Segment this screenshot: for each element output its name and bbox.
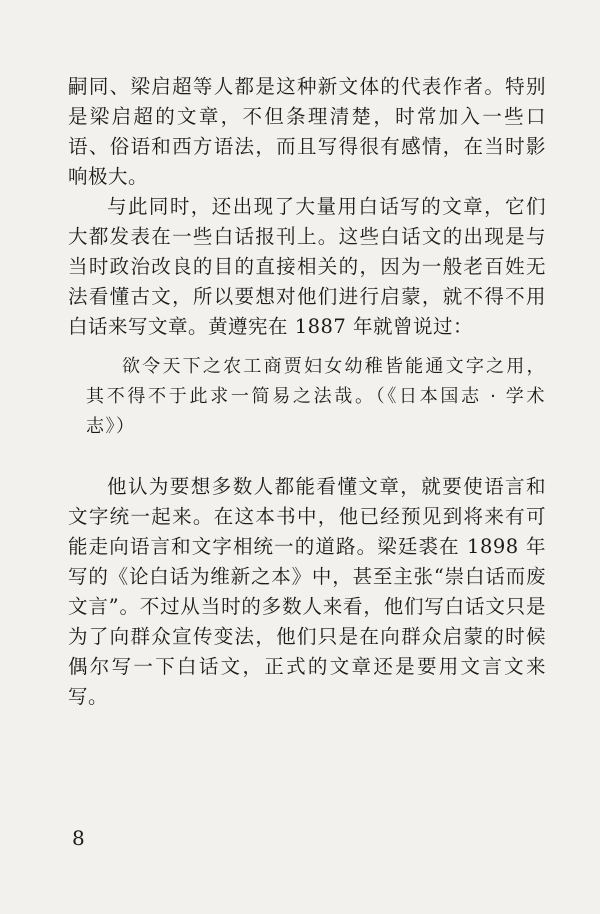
page-number: 8 — [72, 826, 85, 850]
paragraph-2: 与此同时，还出现了大量用白话写的文章，它们大都发表在一些白话报刊上。这些白话文的出现是与当时政治改良的目的直接相关的，因为一般老百姓无法看懂古文，所以要想对他们进行启蒙，就不得不用白话来写文章。黄遵宪在 1887 年就曾说过： — [68, 195, 546, 338]
paragraph-1: 嗣同、梁启超等人都是这种新文体的代表作者。特别是梁启超的文章，不但条理清楚，时常加入一些口语、俗语和西方语法，而且写得很有感情，在当时影响极大。 — [68, 75, 546, 188]
page-body — [68, 72, 546, 712]
quote-text: 欲令天下之农工商贾妇女幼稚皆能通文字之用，其不得不于此求一简易之法哉。（《日本国志 · 学术志》） — [86, 356, 546, 437]
paragraph-3: 他认为要想多数人都能看懂文章，就要使语言和文字统一起来。在这本书中，他已经预见到将来有可能走向语言和文字相统一的道路。梁廷裘在 1898 年写的《论白话为维新之本》中，甚至主张“崇白话而废文言”。不过从当时的多数人来看，他们写白话文只是为了向群众宣传变法，他们只是在向群众启蒙的时候偶尔写一下白话文，正式的文章还是要用文言文来写。 — [68, 475, 546, 708]
block-quote — [68, 352, 546, 442]
